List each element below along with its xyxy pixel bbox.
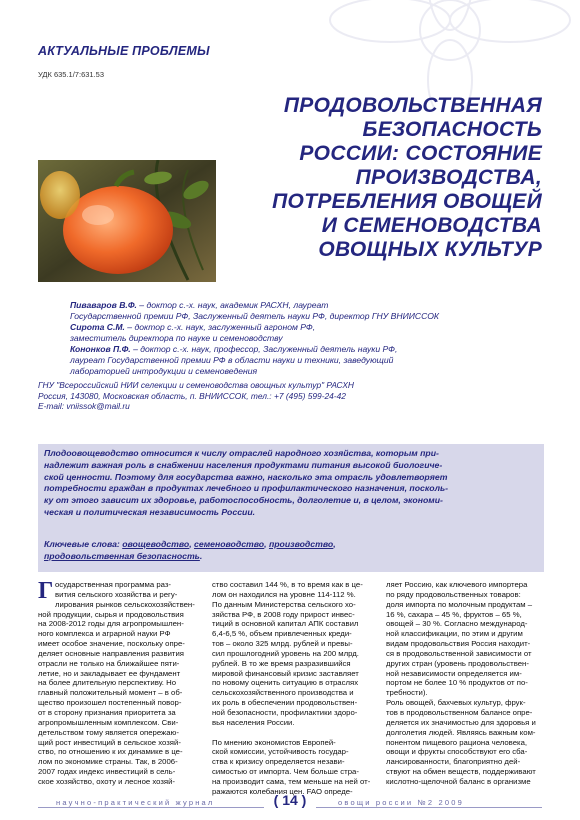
body-text-line: По мнению экономистов Европей- xyxy=(212,737,336,747)
body-text-line: сельскохозяйственного производства и xyxy=(212,688,354,698)
keyword-link[interactable]: семеноводство xyxy=(194,539,265,549)
abstract-line: ку от этого зависит их здоровье, работоспособность, долголетие и, в целом, экономи- xyxy=(44,495,443,506)
body-text-line: главный положительный момент – в об- xyxy=(38,688,183,698)
body-column-2 xyxy=(212,580,371,797)
body-text-line: тов – около 325 млрд. рублей и превы- xyxy=(212,639,353,649)
author-line xyxy=(70,311,570,322)
title-line: И СЕМЕНОВОДСТВА xyxy=(321,214,542,237)
author-description: лауреат Государственной премии РФ в области науки и техники, заведующий xyxy=(70,355,394,365)
body-text-line: доля импорта по молочным продуктам – xyxy=(386,599,533,609)
page-number-value: 14 xyxy=(282,792,298,808)
keyword-link[interactable]: продовольственная безопасность xyxy=(44,550,200,561)
footer-rule xyxy=(316,807,542,808)
body-text-line: вья населения России. xyxy=(212,717,295,727)
body-text-line: По данным Министерства сельского хо- xyxy=(212,599,356,609)
author-description: – доктор с.-х. наук, академик РАСХН, лауреат xyxy=(136,300,329,310)
body-text-line: Роль овощей, бахчевых культур, фрук- xyxy=(386,698,526,708)
author-description: – доктор с.-х. наук, заслуженный агроном РФ, xyxy=(124,322,316,332)
abstract xyxy=(44,448,538,519)
body-text-line: имеет особое значение, поскольку опре- xyxy=(38,639,185,649)
author-description: – доктор с.-х. наук, профессор, Заслуженный деятель науки РФ, xyxy=(130,344,398,354)
keywords-label: Ключевые слова: xyxy=(44,539,123,549)
body-column-3 xyxy=(386,580,541,787)
body-text-line: вития сельского хозяйства и регу- xyxy=(55,589,178,599)
authors-block xyxy=(70,300,570,377)
body-text-line: долголетия людей. Являясь важным ком- xyxy=(386,727,536,737)
article-title xyxy=(192,94,542,262)
body-text-line: ной классификации, по этим и другим xyxy=(386,629,523,639)
body-text-line: тиций в основной капитал АПК составил xyxy=(212,619,359,629)
body-text-line: рублей. В то же время разразившийся xyxy=(212,658,351,668)
body-text-line: требности). xyxy=(386,688,428,698)
body-text-line: лом он находился на уровне 114-112 %. xyxy=(212,589,356,599)
body-text-line: ство составил 144 %, в то время как в це- xyxy=(212,580,363,589)
body-text-line: щий рост инвестиций в сельское хозяй- xyxy=(38,737,181,747)
author-name: Пиваваров В.Ф. xyxy=(70,300,137,310)
body-text-line: на 2008-2012 годы для агропромышлен- xyxy=(38,619,184,629)
section-label: АКТУАЛЬНЫЕ ПРОБЛЕМЫ xyxy=(38,44,210,58)
body-text-line: ствуют на обмен веществ, поддерживают xyxy=(386,767,536,777)
body-text-line: от в сторону признания приоритета за xyxy=(38,707,176,717)
body-text-line: ся в продовольственной зависимости от xyxy=(386,648,532,658)
title-line: ОВОЩНЫХ КУЛЬТУР xyxy=(318,238,542,261)
body-text-line: 2007 годах индекс инвестиций в сель- xyxy=(38,767,176,777)
body-text-line: сил прошлогодний уровень на 200 млрд. xyxy=(212,648,359,658)
author-line xyxy=(70,355,570,366)
body-text-line: деляет основные направления развития xyxy=(38,648,185,658)
title-line: ПОТРЕБЛЕНИЯ ОВОЩЕЙ xyxy=(272,190,542,213)
body-text-line: по новому оценить ситуацию в отраслях xyxy=(212,678,359,688)
abstract-line: ской ценности. Поэтому для государства важно, насколько эта отрасль удовлетворяет xyxy=(44,471,448,482)
body-text-line: ское хозяйство, охоту и лесное хозяй- xyxy=(38,776,176,786)
title-line: РОССИИ: СОСТОЯНИЕ xyxy=(299,142,542,165)
body-text-line: осударственная программа раз- xyxy=(55,580,171,589)
body-text-line: овощи и фрукты способствуют его сба- xyxy=(386,747,528,757)
body-text-line: отрасли не только на ближайшее пяти- xyxy=(38,658,180,668)
footer-journal-name: научно-практический журнал xyxy=(56,798,215,807)
body-text-line: лирования рынков сельскохозяйствен- xyxy=(55,599,195,609)
body-text-line: ляет Россию, как ключевого импортера xyxy=(386,580,528,589)
body-text-line: на более длительную перспективу. Но xyxy=(38,678,177,688)
body-text-line: портом не более 10 % продуктов от по- xyxy=(386,678,528,688)
author-line xyxy=(70,300,570,311)
body-text-line: симостью от импорта. Чем больше стра- xyxy=(212,767,359,777)
author-line xyxy=(70,333,570,344)
institution-line: ГНУ "Всероссийский НИИ селекции и семеноводства овощных культур" РАСХН xyxy=(38,380,354,390)
body-text-line: щество произошел постепенный повор- xyxy=(38,698,182,708)
author-line xyxy=(70,322,570,333)
body-text-line: ной безопасности, профилактики здоро- xyxy=(212,707,358,717)
body-text-line: ной продукции, сырья и продовольствия xyxy=(38,609,184,619)
body-text-line: по ряду продовольственных товаров: xyxy=(386,589,521,599)
title-line: ПРОИЗВОДСТВА, xyxy=(355,166,542,189)
email-line: E-mail: vniissok@mail.ru xyxy=(38,401,130,412)
pepper-photo xyxy=(38,160,216,282)
body-text-line: мировой финансовый кризис заставляет xyxy=(212,668,359,678)
body-text-line: 6,4-6,5 %, объем привлеченных креди- xyxy=(212,629,352,639)
body-text-line: ной независимости определяется им- xyxy=(386,668,522,678)
title-line: БЕЗОПАСНОСТЬ xyxy=(362,118,542,141)
keyword-link[interactable]: производство xyxy=(268,539,334,549)
institution-block xyxy=(38,380,558,412)
body-text-line: лом по экономике страны. Так, в 2006- xyxy=(38,757,178,767)
author-line xyxy=(70,366,570,377)
author-name: Сирота С.М. xyxy=(70,322,125,332)
author-description: заместитель директора по науке и семеноводству xyxy=(70,333,283,343)
abstract-line: потребности граждан в продуктах лечебного и профилактического назначения, посколь- xyxy=(44,483,449,494)
body-text-line: других стран (уровень продовольствен- xyxy=(386,658,529,668)
author-line xyxy=(70,344,570,355)
body-text-line: ства к кризису определяется незави- xyxy=(212,757,345,767)
body-text-line: детельством тому является опережаю- xyxy=(38,727,179,737)
body-text-line: деляется их значимостью для здоровья и xyxy=(386,717,536,727)
abstract-line: ческая и политическая независимость России. xyxy=(44,506,256,517)
body-text-line: лансированности, благоприятно дей- xyxy=(386,757,521,767)
body-text-line: ражаются колебания цен. FAO опреде- xyxy=(212,786,353,796)
body-text-line: их роль в обеспечении продовольствен- xyxy=(212,698,358,708)
author-description: лабораторией интродукции и семеноведения xyxy=(70,366,258,376)
body-text-line: овощей – 30 %. Согласно международ- xyxy=(386,619,528,629)
title-line: ПРОДОВОЛЬСТВЕННАЯ xyxy=(283,94,542,117)
body-text-line: видам продовольствия Россия находит- xyxy=(386,639,531,649)
abstract-line: надлежит важная роль в снабжении населения продуктами питания высокой биологиче- xyxy=(44,459,443,470)
body-text-line: 16 %, сахара – 45 %, фруктов – 65 %, xyxy=(386,609,522,619)
footer-issue: овощи россии №2 2009 xyxy=(338,798,464,807)
keywords: Ключевые слова: овощеводство, семеноводство, производство, продовольственная безопасность. xyxy=(44,539,336,561)
body-text-line: понентом пищевого рациона человека, xyxy=(386,737,528,747)
body-text-line: ного комплекса и аграрной науки РФ xyxy=(38,629,171,639)
drop-cap: Г xyxy=(38,578,54,604)
author-description: Государственной премии РФ, Заслуженный деятель науки РФ, директор ГНУ ВНИИССОК xyxy=(70,311,439,321)
body-text-line: на производит сама, тем меньше на ней от- xyxy=(212,776,371,786)
body-text-line: агропромышленным комплексом. Сви- xyxy=(38,717,179,727)
body-text-line: летие, но и закладывает ее фундамент xyxy=(38,668,181,678)
author-name: Кононков П.Ф. xyxy=(70,344,131,354)
body-text-line: ской комиссии, устойчивость государ- xyxy=(212,747,349,757)
body-text-line: кислотно-щелочной баланс в организме xyxy=(386,776,531,786)
footer-rule xyxy=(38,807,264,808)
abstract-box xyxy=(38,444,544,572)
body-column-1 xyxy=(38,580,193,787)
body-text-line xyxy=(212,728,367,738)
institution-line: Россия, 143080, Московская область, п. ВНИИССОК, тел.: +7 (495) 599-24-42 xyxy=(38,390,346,401)
udc-code: УДК 635.1/7:631.53 xyxy=(38,70,105,79)
body-text-line: тов в продовольственном балансе опре- xyxy=(386,707,533,717)
abstract-line: Плодоовощеводство относится к числу отраслей народного хозяйства, которым при- xyxy=(44,448,439,458)
page-number: ( 14 ) xyxy=(273,792,307,808)
body-text-line: ство, по отношению к их динамике в це- xyxy=(38,747,183,757)
keyword-link[interactable]: овощеводство xyxy=(122,539,190,549)
body-text-line: зяйства РФ, в 2008 году прирост инвес- xyxy=(212,609,355,619)
